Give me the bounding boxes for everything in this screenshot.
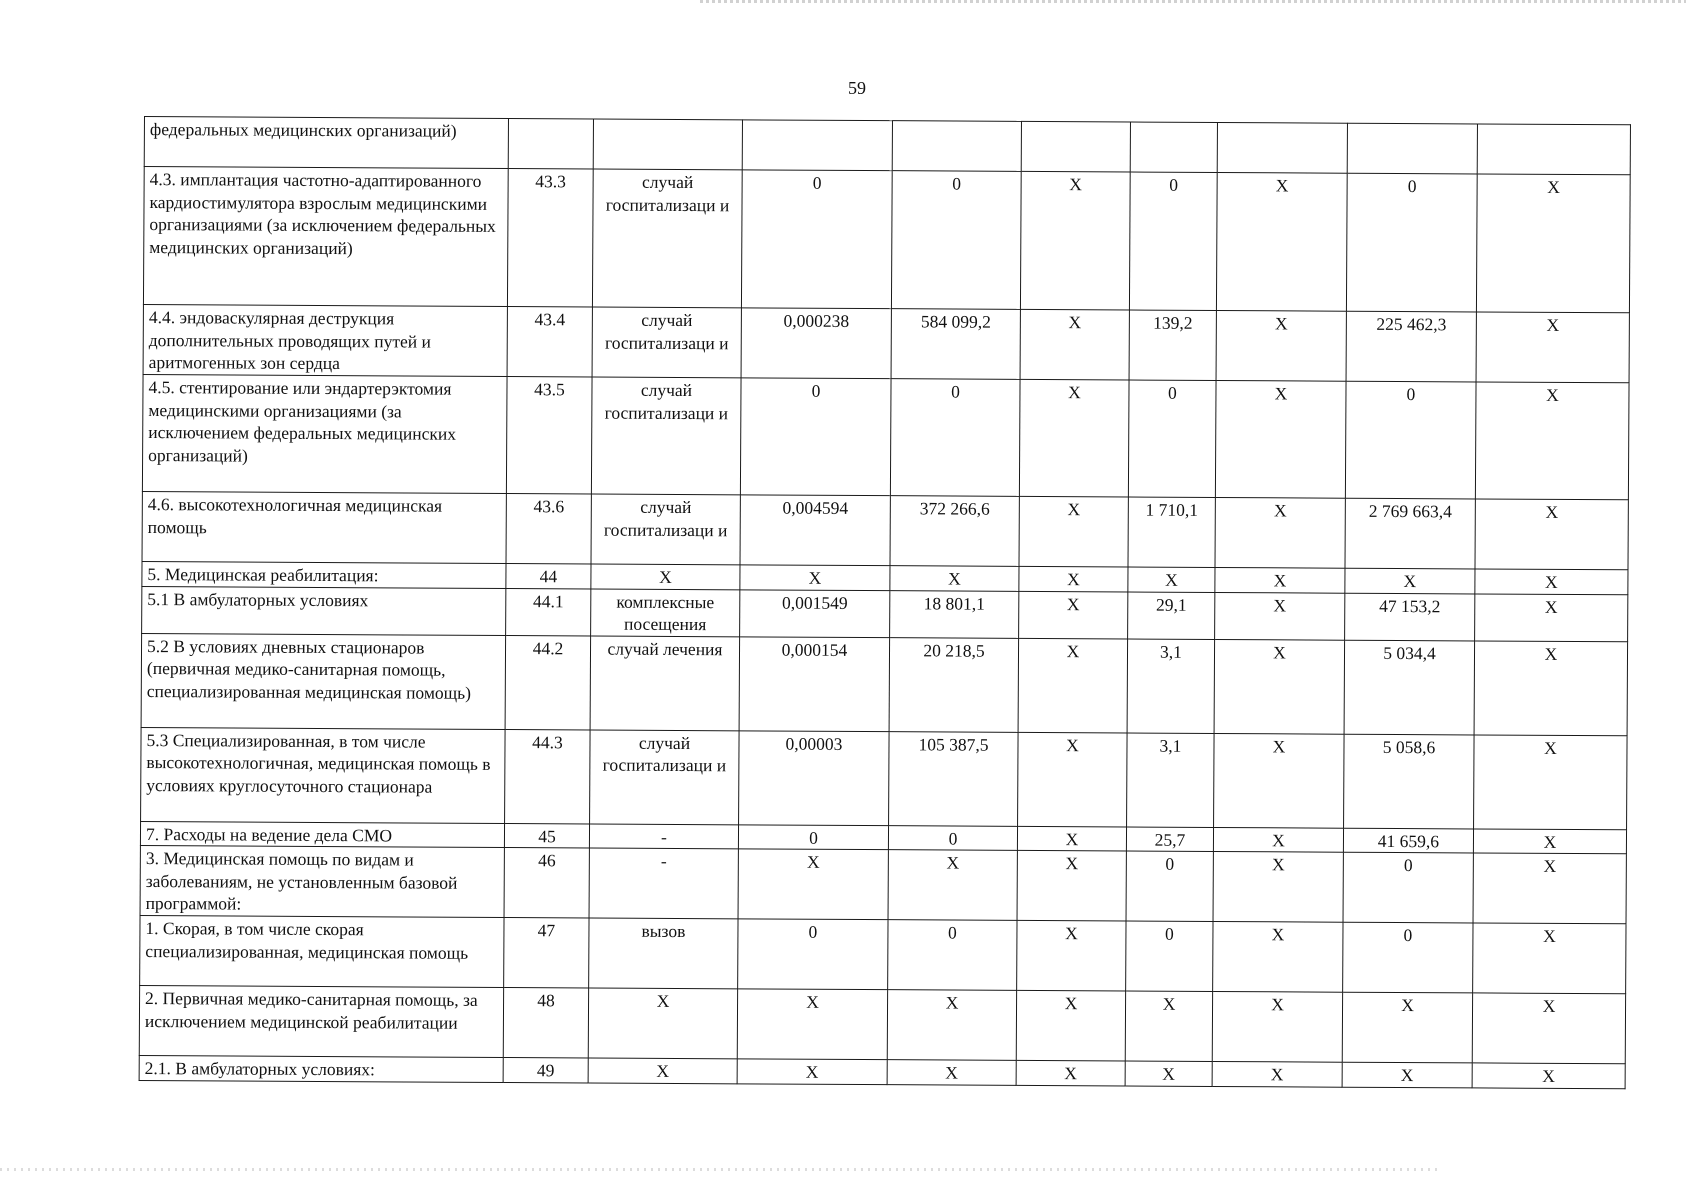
cell-value-4: X bbox=[1125, 1061, 1212, 1086]
cell-value-6: 41 659,6 bbox=[1343, 828, 1473, 853]
cell-value-1: 0,001549 bbox=[740, 589, 890, 637]
cell-value-4: 139,2 bbox=[1129, 310, 1216, 380]
cell-row-number: 45 bbox=[504, 823, 589, 848]
cell-value-3: X bbox=[1020, 309, 1129, 380]
cell-unit: вызов bbox=[589, 918, 738, 989]
table-wrap bbox=[139, 116, 1631, 1089]
scan-edge-top bbox=[700, 0, 1686, 3]
cell-value-1: X bbox=[737, 989, 887, 1060]
cell-value-7: X bbox=[1475, 382, 1629, 500]
cell-value-7: X bbox=[1472, 1063, 1625, 1088]
cell-row-number: 43.4 bbox=[507, 307, 592, 377]
cell-value-1 bbox=[742, 120, 892, 171]
cell-value-2: 0 bbox=[891, 171, 1021, 310]
cell-value-7 bbox=[1477, 124, 1630, 175]
cell-value-4: X bbox=[1125, 991, 1212, 1061]
cell-value-2 bbox=[892, 121, 1021, 172]
cell-value-4: X bbox=[1128, 567, 1215, 592]
cell-row-number: 48 bbox=[503, 988, 588, 1058]
table-row bbox=[140, 845, 1626, 923]
cell-indicator: 1. Скорая, в том числе скорая специализированная, медицинская помощь bbox=[140, 915, 504, 987]
cell-value-1: 0,004594 bbox=[740, 495, 890, 566]
table-row bbox=[142, 374, 1629, 499]
cell-value-5: X bbox=[1215, 380, 1346, 498]
data-table bbox=[139, 116, 1631, 1089]
table-row bbox=[142, 491, 1628, 569]
cell-row-number: 43.5 bbox=[506, 377, 592, 494]
cell-value-3 bbox=[1021, 121, 1130, 172]
cell-value-1: 0 bbox=[740, 378, 891, 496]
table-row bbox=[140, 915, 1626, 993]
cell-indicator: 4.6. высокотехнологичная медицинская помощь bbox=[142, 491, 506, 563]
cell-value-5: X bbox=[1212, 1061, 1342, 1086]
cell-value-6: 0 bbox=[1343, 922, 1473, 993]
cell-value-6: 0 bbox=[1343, 852, 1473, 923]
cell-value-1: X bbox=[738, 849, 888, 920]
cell-value-5 bbox=[1217, 122, 1347, 173]
cell-row-number: 49 bbox=[503, 1058, 588, 1083]
cell-unit: случай госпитализаци и bbox=[591, 494, 740, 565]
cell-value-2: 0 bbox=[888, 825, 1017, 850]
cell-value-2: 20 218,5 bbox=[889, 637, 1019, 732]
cell-indicator: 5.1 В амбулаторных условиях bbox=[142, 586, 506, 635]
cell-value-6: 5 034,4 bbox=[1344, 640, 1475, 735]
table-row bbox=[143, 304, 1629, 382]
cell-value-6: 225 462,3 bbox=[1346, 311, 1476, 382]
cell-value-2: 372 266,6 bbox=[890, 496, 1019, 567]
table-row bbox=[144, 117, 1630, 175]
cell-row-number: 47 bbox=[504, 918, 589, 988]
cell-value-4: 3,1 bbox=[1127, 733, 1215, 827]
cell-row-number: 43.6 bbox=[506, 494, 591, 564]
cell-indicator: 5. Медицинская реабилитация: bbox=[142, 561, 506, 588]
table-row bbox=[141, 727, 1628, 829]
cell-indicator: 5.2 В условиях дневных стационаров (первичная медико-санитарная помощь, специализированная медицинская помощь) bbox=[141, 633, 506, 729]
cell-value-2: 105 387,5 bbox=[889, 731, 1019, 826]
cell-value-3: X bbox=[1017, 920, 1126, 991]
cell-row-number: 46 bbox=[504, 848, 589, 918]
cell-value-4: 0 bbox=[1128, 380, 1216, 497]
cell-value-7: X bbox=[1473, 853, 1626, 924]
table-row bbox=[143, 167, 1630, 313]
cell-value-5: X bbox=[1213, 827, 1343, 852]
cell-value-4: 0 bbox=[1129, 172, 1217, 310]
cell-value-6: X bbox=[1342, 1062, 1472, 1087]
cell-value-5: X bbox=[1213, 921, 1343, 992]
cell-value-5: X bbox=[1216, 172, 1347, 311]
cell-indicator: 7. Расходы на ведение дела СМО bbox=[140, 821, 504, 848]
cell-value-5: X bbox=[1215, 567, 1345, 592]
cell-value-7: X bbox=[1473, 923, 1626, 994]
cell-row-number: 43.3 bbox=[507, 169, 593, 307]
cell-value-7: X bbox=[1476, 312, 1629, 383]
cell-indicator: федеральных медицинских организаций) bbox=[144, 117, 508, 169]
cell-unit: случай лечения bbox=[590, 636, 740, 731]
cell-unit: - bbox=[589, 823, 738, 848]
cell-value-1: 0 bbox=[741, 170, 892, 309]
cell-value-5: X bbox=[1212, 991, 1342, 1062]
cell-indicator: 2.1. В амбулаторных условиях: bbox=[139, 1055, 503, 1082]
cell-unit: - bbox=[589, 848, 738, 919]
cell-value-7: X bbox=[1475, 499, 1628, 570]
cell-value-2: 0 bbox=[890, 379, 1020, 497]
cell-value-3: X bbox=[1018, 732, 1128, 827]
cell-value-3: X bbox=[1017, 826, 1126, 851]
cell-value-6: 0 bbox=[1345, 381, 1476, 499]
cell-value-7: X bbox=[1476, 174, 1630, 313]
cell-unit: комплексные посещения bbox=[591, 589, 740, 637]
cell-row-number: 44.3 bbox=[505, 729, 591, 823]
cell-unit: случай госпитализаци и bbox=[592, 307, 741, 378]
cell-value-3: X bbox=[1019, 379, 1129, 497]
cell-value-2: 18 801,1 bbox=[890, 590, 1019, 638]
cell-value-5: X bbox=[1214, 639, 1345, 734]
cell-value-4: 1 710,1 bbox=[1128, 497, 1215, 567]
cell-value-7: X bbox=[1474, 734, 1628, 829]
cell-value-3: X bbox=[1019, 566, 1128, 591]
table-body bbox=[139, 117, 1630, 1089]
cell-value-3: X bbox=[1017, 850, 1126, 921]
cell-value-2: X bbox=[887, 1060, 1016, 1085]
cell-unit: X bbox=[591, 564, 740, 589]
cell-value-2: X bbox=[890, 566, 1019, 591]
cell-row-number: 44.2 bbox=[505, 635, 591, 729]
cell-value-1: 0,00003 bbox=[739, 730, 890, 825]
cell-value-6: 2 769 663,4 bbox=[1345, 498, 1475, 569]
cell-value-2: 0 bbox=[888, 920, 1017, 991]
cell-value-1: 0,000154 bbox=[739, 636, 890, 731]
cell-unit: X bbox=[588, 1058, 737, 1083]
cell-value-4: 29,1 bbox=[1128, 592, 1215, 639]
cell-unit bbox=[593, 119, 742, 170]
cell-unit: случай госпитализаци и bbox=[591, 377, 741, 495]
cell-indicator: 5.3 Специализированная, в том числе высокотехнологичная, медицинская помощь в условиях круглосуточного стационара bbox=[141, 727, 506, 823]
cell-value-5: X bbox=[1215, 592, 1345, 640]
cell-value-7: X bbox=[1475, 593, 1628, 641]
cell-value-7: X bbox=[1474, 640, 1628, 735]
cell-unit: случай госпитализаци и bbox=[592, 169, 742, 308]
cell-value-3: X bbox=[1019, 591, 1128, 639]
cell-value-6: X bbox=[1345, 568, 1475, 593]
cell-value-6: X bbox=[1342, 992, 1472, 1063]
cell-indicator: 4.5. стентирование или эндартерэктомия медицинскими организациями (за исключением федеральных медицинских организаций) bbox=[142, 374, 507, 493]
cell-unit: X bbox=[588, 988, 737, 1059]
cell-value-4: 0 bbox=[1126, 851, 1213, 921]
cell-value-4: 25,7 bbox=[1126, 826, 1213, 851]
table-row bbox=[141, 633, 1628, 735]
cell-value-6: 47 153,2 bbox=[1345, 593, 1475, 641]
cell-unit: случай госпитализаци и bbox=[590, 730, 740, 825]
cell-value-1: 0,000238 bbox=[741, 308, 891, 379]
cell-value-4 bbox=[1130, 122, 1217, 172]
cell-value-3: X bbox=[1016, 990, 1125, 1061]
cell-value-7: X bbox=[1472, 993, 1625, 1064]
cell-value-3: X bbox=[1018, 638, 1128, 733]
table-row bbox=[142, 586, 1628, 641]
cell-row-number bbox=[508, 119, 593, 169]
cell-value-5: X bbox=[1216, 310, 1346, 381]
table-row bbox=[139, 985, 1625, 1063]
cell-value-5: X bbox=[1213, 851, 1343, 922]
cell-value-3: X bbox=[1019, 496, 1128, 567]
cell-value-6: 0 bbox=[1346, 173, 1477, 312]
cell-value-6: 5 058,6 bbox=[1344, 734, 1475, 829]
cell-indicator: 3. Медицинская помощь по видам и заболеваниям, не установленным базовой программой: bbox=[140, 845, 504, 917]
cell-value-3: X bbox=[1020, 171, 1130, 310]
page-number: 59 bbox=[848, 78, 866, 98]
cell-value-2: 584 099,2 bbox=[891, 309, 1020, 380]
cell-value-3: X bbox=[1016, 1060, 1125, 1085]
cell-value-1: 0 bbox=[738, 919, 888, 990]
cell-indicator: 2. Первичная медико-санитарная помощь, за исключением медицинской реабилитации bbox=[139, 985, 503, 1057]
cell-value-5: X bbox=[1214, 733, 1345, 828]
cell-value-4: 0 bbox=[1126, 921, 1213, 991]
cell-value-7: X bbox=[1473, 828, 1626, 853]
cell-value-6 bbox=[1347, 123, 1477, 174]
cell-value-1: 0 bbox=[738, 824, 888, 849]
cell-row-number: 44.1 bbox=[506, 588, 591, 635]
cell-value-7: X bbox=[1475, 569, 1628, 594]
cell-indicator: 4.4. эндоваскулярная деструкция дополнительных проводящих путей и аритмогенных зон сердца bbox=[143, 304, 507, 376]
cell-value-5: X bbox=[1215, 497, 1345, 568]
scan-edge-bottom bbox=[0, 1168, 1440, 1171]
cell-value-2: X bbox=[887, 990, 1016, 1061]
cell-value-2: X bbox=[888, 850, 1017, 921]
cell-value-1: X bbox=[740, 565, 890, 590]
cell-value-4: 3,1 bbox=[1127, 639, 1215, 733]
cell-indicator: 4.3. имплантация частотно-адаптированного кардиостимулятора взрослым медицинскими организациями (за исключением федеральных медицинских организаций) bbox=[143, 167, 508, 307]
cell-row-number: 44 bbox=[506, 564, 591, 589]
cell-value-1: X bbox=[737, 1059, 887, 1084]
